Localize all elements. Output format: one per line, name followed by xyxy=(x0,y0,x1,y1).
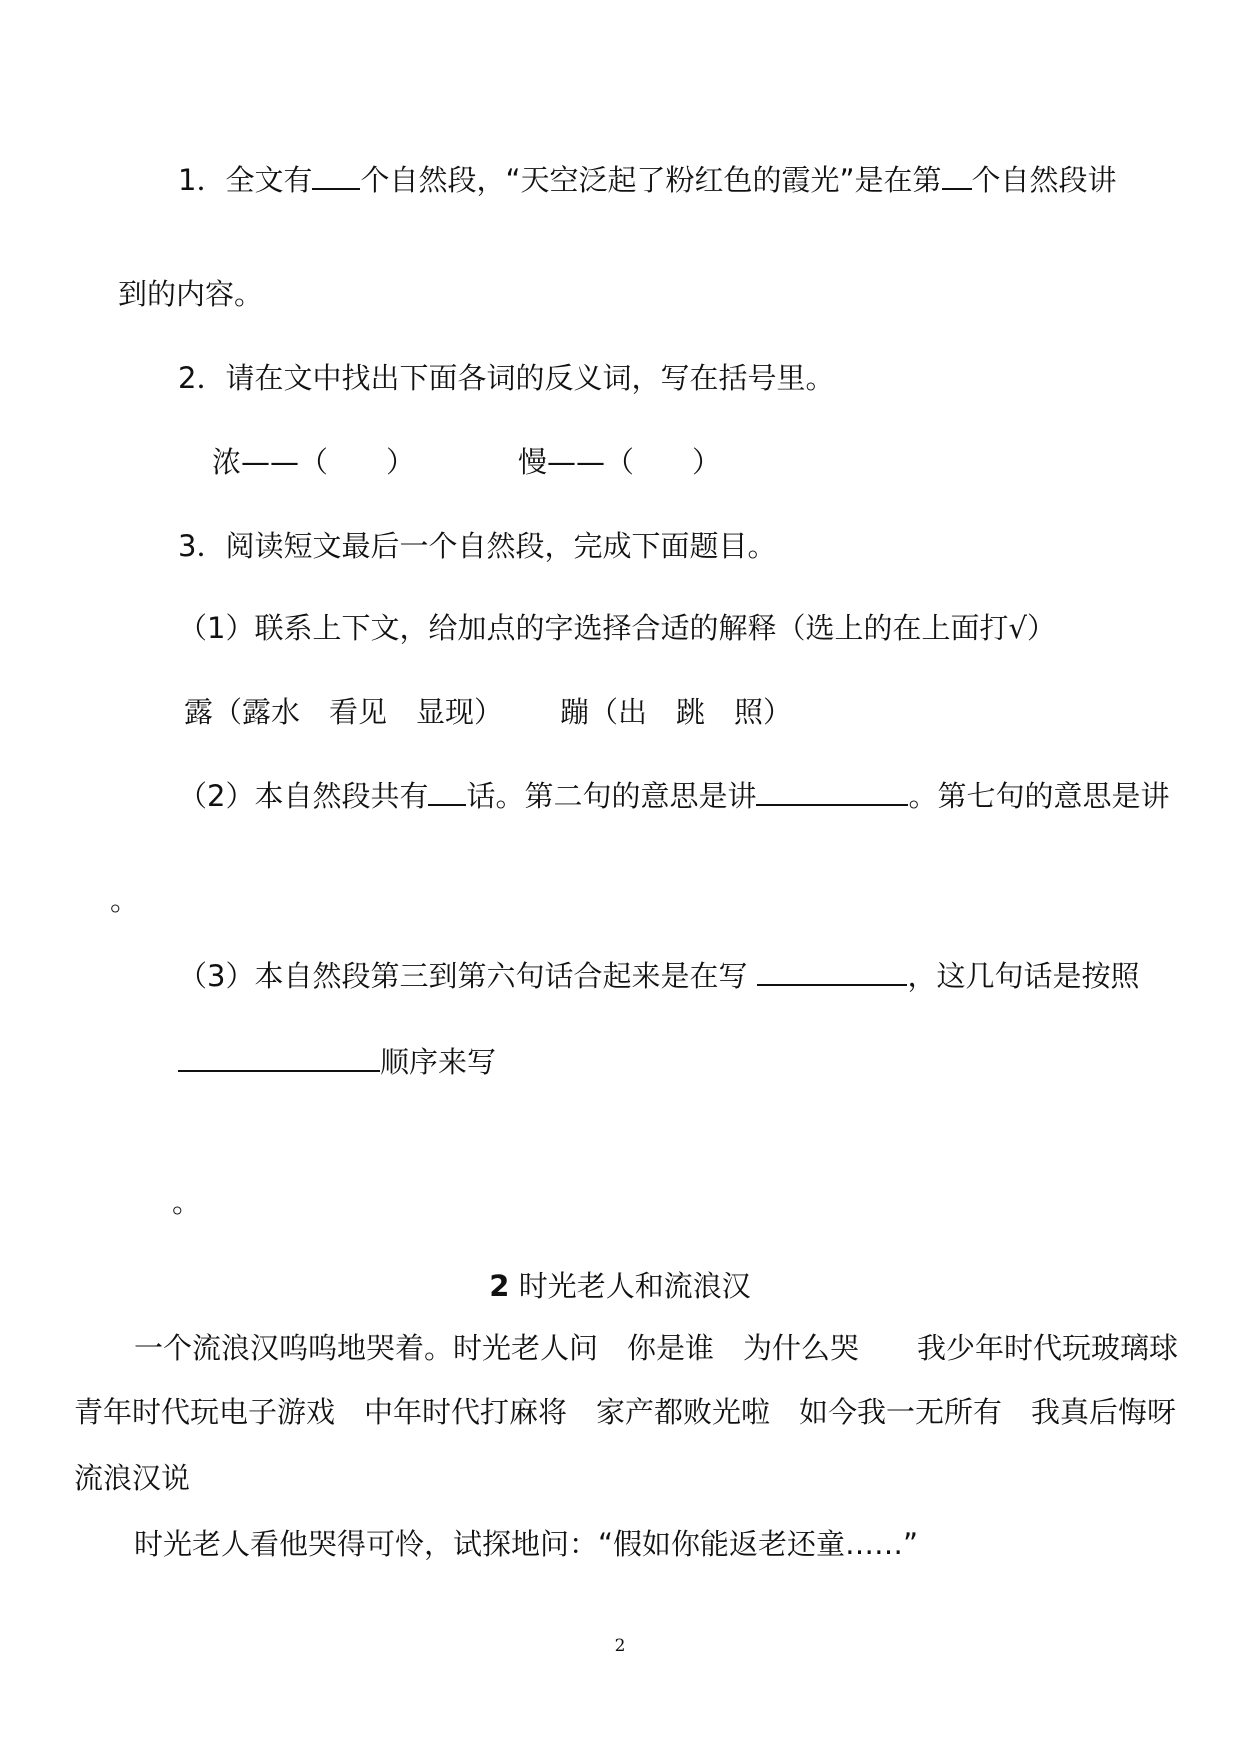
q3-sub2-end: 。 xyxy=(110,883,140,917)
story-p1-line2: 青年时代玩电子游戏 中年时代打麻将 家产都败光啦 如今我一无所有 我真后悔呀 xyxy=(74,1395,1177,1429)
q3-sub3 xyxy=(178,958,1139,994)
q1-text-part2: 个自然段，“天空泛起了粉红色的霞光”是在第 xyxy=(360,163,942,197)
story-title-text: 时光老人和流浪汉 xyxy=(518,1269,751,1303)
page-number: 2 xyxy=(614,1636,626,1656)
q3-sub3-text-b: ，这几句话是按照 xyxy=(907,959,1140,993)
q1-line2: 到的内容。 xyxy=(118,277,264,311)
q3-sub2-blank-count[interactable] xyxy=(428,778,466,806)
q1-blank-count[interactable] xyxy=(312,162,360,190)
q1-text-part1: 1．全文有 xyxy=(178,163,313,197)
q3-sub2 xyxy=(178,778,1169,814)
q3-sub3-text-c: 顺序来写 xyxy=(380,1045,497,1079)
story-p2: 时光老人看他哭得可怜，试探地问：“假如你能返老还童……” xyxy=(134,1527,919,1561)
q3-sub1: （1）联系上下文，给加点的字选择合适的解释（选上的在上面打√） xyxy=(178,611,1056,645)
q1-blank-paragraph[interactable] xyxy=(942,162,972,190)
q3-sub3-end: 。 xyxy=(172,1185,202,1219)
q3-sub2-text-c: 。第七句的意思是讲 xyxy=(908,779,1170,813)
story-title xyxy=(0,1268,1240,1304)
story-p1-line3: 流浪汉说 xyxy=(74,1461,191,1495)
q2-pair-nong[interactable]: 浓——（ ） xyxy=(212,445,416,479)
q2-instruction: 2．请在文中找出下面各词的反义词，写在括号里。 xyxy=(178,361,835,395)
q3-sub2-text-b: 话。第二句的意思是讲 xyxy=(466,779,757,813)
q3-sub3-text-a: （3）本自然段第三到第六句话合起来是在写 xyxy=(178,959,748,993)
q1-text-part3: 个自然段讲 xyxy=(971,163,1117,197)
q3-sub3-blank-content[interactable] xyxy=(757,958,907,986)
q3-option-lu[interactable]: 露（露水 看见 显现） xyxy=(184,695,504,729)
q3-sub3-blank-order[interactable] xyxy=(178,1044,380,1072)
q3-instruction: 3．阅读短文最后一个自然段，完成下面题目。 xyxy=(178,529,777,563)
q1-line1 xyxy=(178,162,1117,198)
q3-sub2-blank-second[interactable] xyxy=(756,778,908,806)
q2-pair-man[interactable]: 慢——（ ） xyxy=(518,445,722,479)
q3-option-beng[interactable]: 蹦（出 跳 照） xyxy=(560,695,793,729)
q3-sub3-line2 xyxy=(178,1044,496,1080)
story-p1-line1: 一个流浪汉呜呜地哭着。时光老人问 你是谁 为什么哭 我少年时代玩玻璃球 xyxy=(134,1331,1179,1365)
story-title-number: 2 xyxy=(489,1269,510,1303)
q3-sub2-text-a: （2）本自然段共有 xyxy=(178,779,429,813)
